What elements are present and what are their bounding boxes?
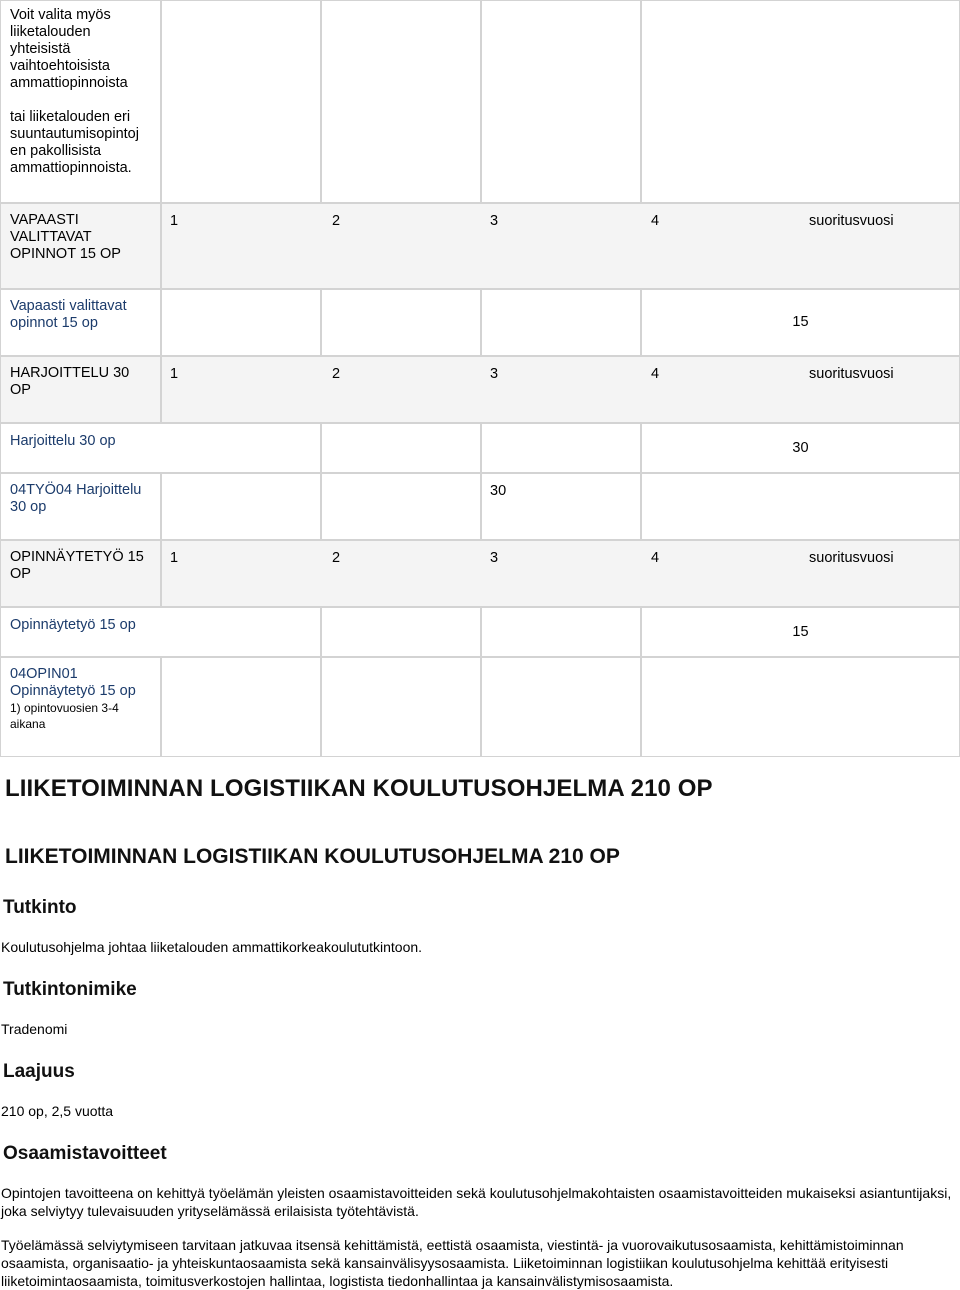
- year-2: 2: [332, 550, 341, 566]
- opinnaytetyo-year-headers: [161, 540, 960, 607]
- suoritusvuosi: suoritusvuosi: [809, 550, 894, 566]
- tyo-row-label[interactable]: [0, 473, 161, 540]
- empty-cell: [321, 289, 481, 356]
- intro-cell: [0, 0, 161, 203]
- opinnaytetyo-value: [641, 607, 960, 657]
- suoritusvuosi: suoritusvuosi: [809, 366, 894, 382]
- header-line: OP: [10, 566, 31, 582]
- section-text: Tradenomi: [1, 1021, 68, 1037]
- empty-cell: [481, 423, 641, 473]
- harjoittelu-value: [641, 423, 960, 473]
- value-text: 15: [792, 314, 809, 330]
- intro-line: vaihtoehtoisista: [10, 58, 110, 74]
- header-line: OPINNÄYTETYÖ 15: [10, 549, 144, 565]
- year-1: 1: [170, 213, 179, 229]
- row-label-line: 04OPIN01: [10, 666, 78, 682]
- header-line: VAPAASTI: [10, 212, 79, 228]
- empty-cell: [641, 657, 960, 757]
- section-heading: Laajuus: [3, 1061, 75, 1082]
- row-label-line: Opinnäytetyö 15 op: [10, 683, 136, 699]
- empty-cell: [161, 0, 321, 203]
- row-label-line: 30 op: [10, 499, 47, 515]
- intro-line: yhteisistä: [10, 41, 71, 57]
- intro-line: en pakollisista: [10, 143, 102, 159]
- year-2: 2: [332, 213, 341, 229]
- empty-cell: [161, 657, 321, 757]
- subtitle: LIIKETOIMINNAN LOGISTIIKAN KOULUTUSOHJELMA 210 OP: [5, 845, 620, 868]
- row-label-line: 04TYÖ04 Harjoittelu: [10, 482, 142, 498]
- value-text: 15: [792, 623, 809, 640]
- section-heading: Tutkintonimike: [3, 979, 137, 1000]
- year-3: 3: [490, 366, 499, 382]
- empty-cell: [481, 0, 641, 203]
- header-line: VALITTAVAT: [10, 229, 92, 245]
- header-line: OPINNOT 15 OP: [10, 246, 121, 262]
- header-line: OP: [10, 382, 31, 398]
- opinnaytetyo-row-label[interactable]: [0, 607, 321, 657]
- vapaasti-value: [641, 289, 960, 356]
- row-label-line: opinnot 15 op: [10, 315, 98, 331]
- suoritusvuosi: suoritusvuosi: [809, 213, 894, 229]
- intro-line: ammattiopinnoista.: [10, 160, 132, 176]
- empty-cell: [321, 0, 481, 203]
- row-note-line: 1) opintovuosien 3-4: [10, 701, 119, 715]
- section-heading: Tutkinto: [3, 897, 77, 918]
- opin-row-label[interactable]: [0, 657, 161, 757]
- year-4: 4: [651, 550, 660, 566]
- row-label: Harjoittelu 30 op: [10, 433, 116, 449]
- empty-cell: [161, 289, 321, 356]
- section-text: 210 op, 2,5 vuotta: [1, 1103, 114, 1119]
- section-heading: Osaamistavoitteet: [3, 1143, 167, 1164]
- main-title: LIIKETOIMINNAN LOGISTIIKAN KOULUTUSOHJELMA 210 OP: [5, 775, 713, 802]
- empty-cell: [481, 607, 641, 657]
- intro-line: liiketalouden: [10, 24, 91, 40]
- value-text: 30: [792, 439, 809, 456]
- year-1: 1: [170, 366, 179, 382]
- paragraph: Työelämässä selviytymiseen tarvitaan jatkuvaa itsensä kehittämistä, eettistä osaamista, viestintä- ja vuorovaikutusosaamista, kehittämistoiminnan osaamista, organisaatio- ja yhteiskuntaosaamista sekä kansainvälisyysosaamista. Liiketoiminnan logistiikan koulutusohjelma kehittää erityisesti liiketoimintaosaamista, toimitusverkostojen hallintaa, logistista tiedonhallintaa ja kansainvälistymisosaamista.: [1, 1237, 904, 1289]
- year-1: 1: [170, 550, 179, 566]
- row-label: Opinnäytetyö 15 op: [10, 617, 136, 633]
- empty-cell: [321, 423, 481, 473]
- year-3: 3: [490, 550, 499, 566]
- harjoittelu-year-headers: [161, 356, 960, 423]
- vapaasti-row-label[interactable]: [0, 289, 161, 356]
- section-text: Opintojen tavoitteena on kehittyä työelämän yleisten osaamistavoitteiden sekä koulutusohjelmakohtaisten osaamistavoitteiden mukaiseksi asiantuntijaksi, joka selviytyy tulevaisuuden yrityselämässä erilaisista työtehtävistä.: [1, 1185, 952, 1219]
- opinnaytetyo-header-label: [0, 540, 161, 607]
- year-4: 4: [651, 366, 660, 382]
- empty-cell: [321, 473, 481, 540]
- empty-cell: [481, 657, 641, 757]
- empty-cell: [321, 657, 481, 757]
- value-text: 30: [490, 483, 507, 499]
- empty-cell: [481, 289, 641, 356]
- empty-cell: [641, 0, 960, 203]
- harjoittelu-header-label: [0, 356, 161, 423]
- vapaasti-year-headers: [161, 203, 960, 289]
- empty-cell: [321, 607, 481, 657]
- vapaasti-header-label: [0, 203, 161, 289]
- year-4: 4: [651, 213, 660, 229]
- harjoittelu-row-label[interactable]: [0, 423, 321, 473]
- intro-line: ammattiopinnoista: [10, 75, 128, 91]
- row-label-line: Vapaasti valittavat: [10, 298, 127, 314]
- intro-line: tai liiketalouden eri: [10, 109, 131, 125]
- empty-cell: [161, 473, 321, 540]
- tyo-value: [481, 473, 641, 540]
- header-line: HARJOITTELU 30: [10, 365, 130, 381]
- intro-line: Voit valita myös: [10, 7, 111, 23]
- intro-line: suuntautumisopintoj: [10, 126, 139, 142]
- section-text: Koulutusohjelma johtaa liiketalouden ammattikorkeakoulututkintoon.: [1, 939, 423, 955]
- empty-cell: [641, 473, 960, 540]
- year-3: 3: [490, 213, 499, 229]
- row-note-line: aikana: [10, 717, 46, 731]
- year-2: 2: [332, 366, 341, 382]
